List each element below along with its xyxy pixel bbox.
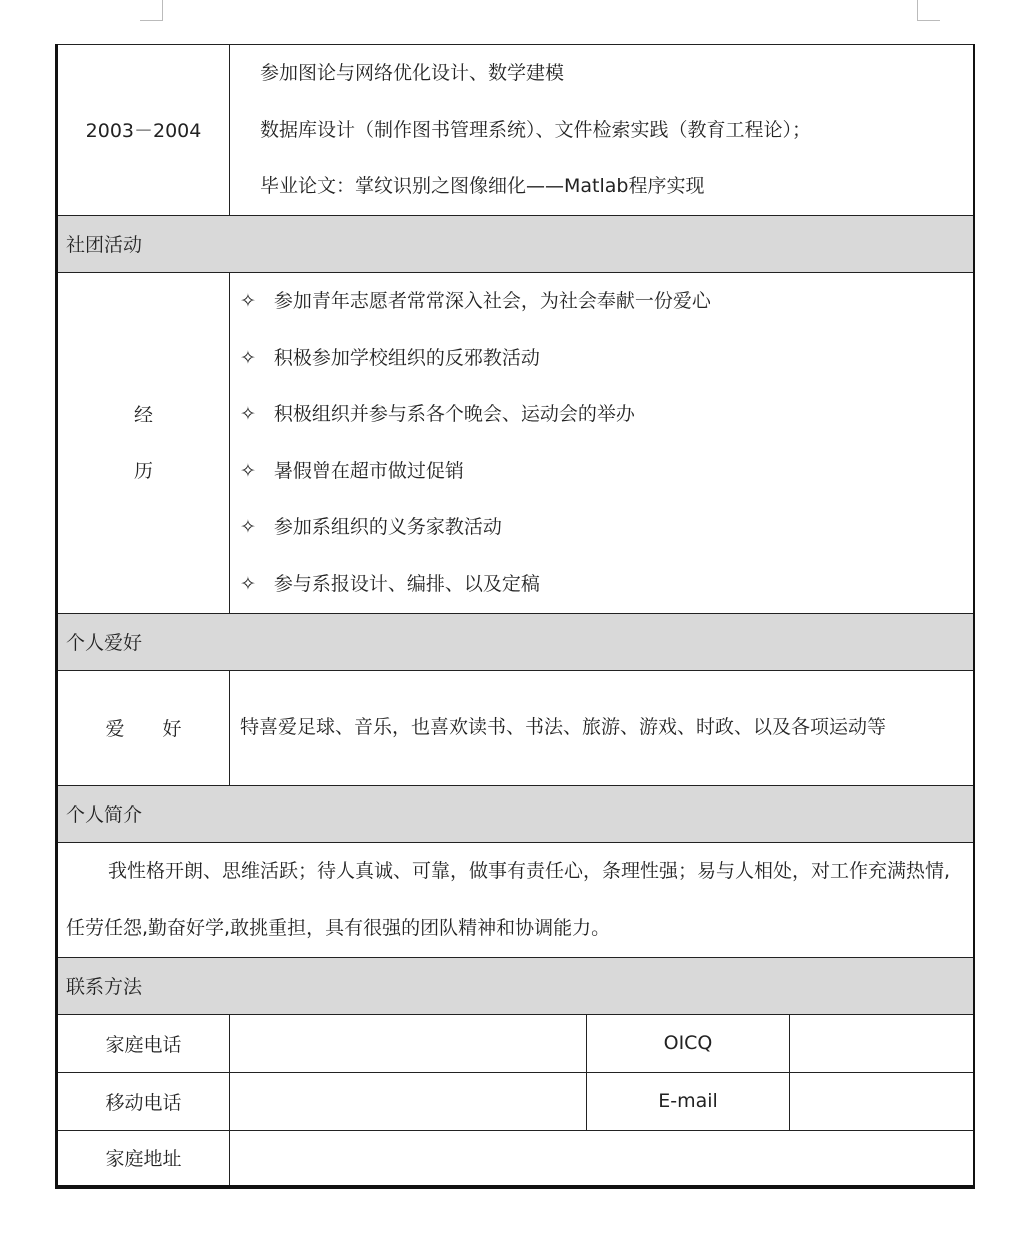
list-item: ✧ 参加系组织的义务家教活动 xyxy=(240,516,502,538)
email-label: E-mail xyxy=(587,1072,790,1130)
club-list xyxy=(230,272,974,613)
email-value[interactable] xyxy=(790,1072,974,1130)
address-label: 家庭地址 xyxy=(57,1130,230,1187)
study-row xyxy=(57,45,974,216)
oicq-label: OICQ xyxy=(587,1014,790,1072)
hobby-text: 特喜爱足球、音乐，也喜欢读书、书法、旅游、游戏、时政、以及各项运动等 xyxy=(230,670,974,785)
club-label: 经 历 xyxy=(57,272,230,613)
study-line: 参加图论与网络优化设计、数学建模 xyxy=(260,62,565,84)
section-header-club: 社团活动 xyxy=(57,215,974,272)
page-corner-mark-left xyxy=(140,0,163,21)
mobile-value[interactable] xyxy=(230,1072,587,1130)
resume-table xyxy=(55,44,975,1189)
home-phone-value[interactable] xyxy=(230,1014,587,1072)
study-line: 毕业论文：掌纹识别之图像细化——Matlab程序实现 xyxy=(260,175,705,197)
star-bullet-icon: ✧ xyxy=(240,290,256,312)
section-header-hobby: 个人爱好 xyxy=(57,613,974,670)
star-bullet-icon: ✧ xyxy=(240,403,256,425)
address-value[interactable] xyxy=(230,1130,974,1187)
hobby-label: 爱 好 xyxy=(57,670,230,785)
star-bullet-icon: ✧ xyxy=(240,516,256,538)
star-bullet-icon: ✧ xyxy=(240,572,256,595)
page-corner-mark-right xyxy=(917,0,940,21)
oicq-value[interactable] xyxy=(790,1014,974,1072)
study-year: 2003－2004 xyxy=(57,45,230,216)
section-header-contact: 联系方法 xyxy=(57,957,974,1014)
mobile-label: 移动电话 xyxy=(57,1072,230,1130)
intro-text: 我性格开朗、思维活跃；待人真诚、可靠，做事有责任心，条理性强；易与人相处，对工作充满热情,任劳任怨,勤奋好学,敢挑重担，具有很强的团队精神和协调能力。 xyxy=(57,842,974,957)
list-item: ✧ 参加青年志愿者常常深入社会，为社会奉献一份爱心 xyxy=(240,290,711,312)
study-line: 数据库设计（制作图书管理系统）、文件检索实践（教育工程论）； xyxy=(260,118,812,141)
section-header-intro: 个人简介 xyxy=(57,785,974,842)
list-item: ✧ 暑假曾在超市做过促销 xyxy=(240,459,464,482)
study-details xyxy=(230,45,974,216)
home-phone-label: 家庭电话 xyxy=(57,1014,230,1072)
list-item: ✧ 积极组织并参与系各个晚会、运动会的举办 xyxy=(240,403,635,425)
list-item: ✧ 参与系报设计、编排、以及定稿 xyxy=(240,572,540,595)
list-item: ✧ 积极参加学校组织的反邪教活动 xyxy=(240,346,540,369)
star-bullet-icon: ✧ xyxy=(240,459,256,482)
star-bullet-icon: ✧ xyxy=(240,346,256,369)
